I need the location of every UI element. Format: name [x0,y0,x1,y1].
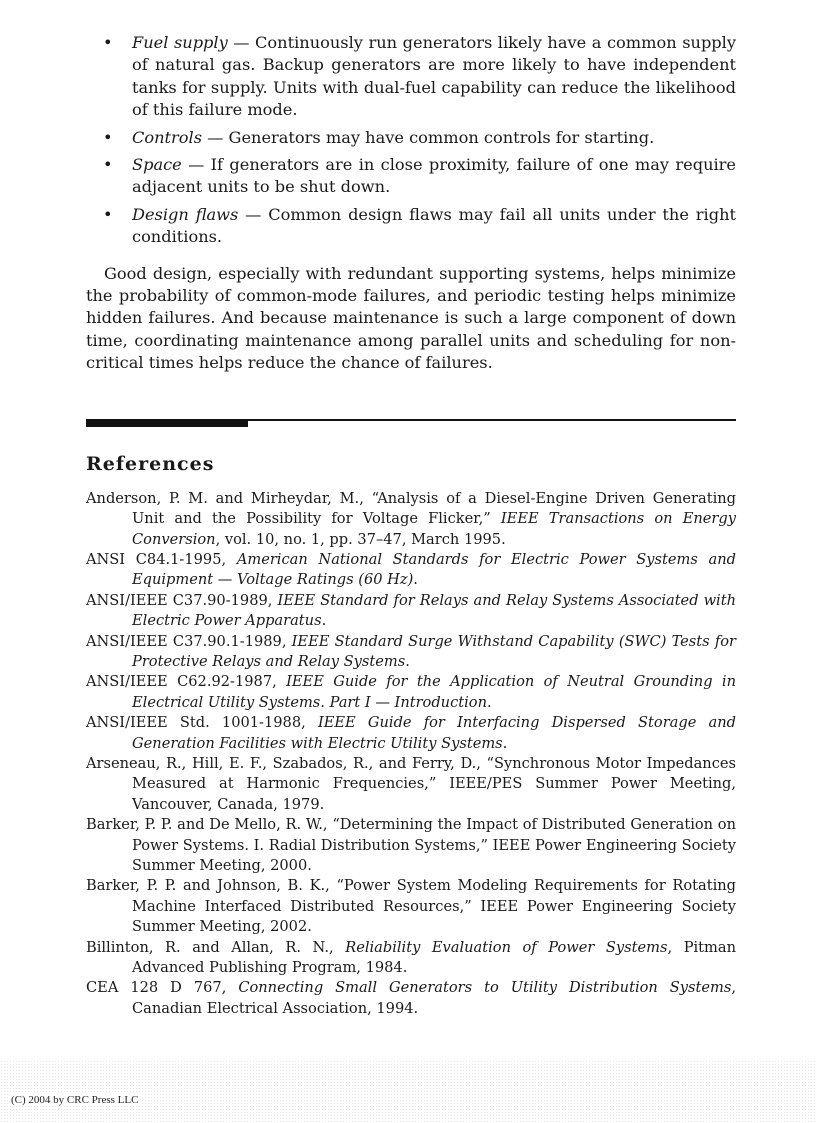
bullet-item: • Design flaws — Common design flaws may fail all units under the right conditions. [103,204,736,247]
reference-item: ANSI/IEEE C37.90.1-1989, IEEE Standard Surge Withstand Capability (SWC) Tests for Protective Relays and Relay Systems. [86,632,736,670]
copyright-notice: (C) 2004 by CRC Press LLC [11,1094,139,1106]
reference-item: ANSI/IEEE Std. 1001-1988, IEEE Guide for Interfacing Dispersed Storage and Generation Facilities with Electric Utility Systems. [86,714,736,752]
reference-item: Barker, P. P. and De Mello, R. W., “Determining the Impact of Distributed Generation on Power Systems. I. Radial Distribution Systems,” IEEE Power Engineering Society Summer Meeting, 2000. [86,816,736,874]
reference-item: ANSI C84.1-1995, American National Standards for Electric Power Systems and Equipment — Voltage Ratings (60 Hz). [86,550,736,589]
reference-item: ANSI/IEEE C37.90-1989, IEEE Standard for Relays and Relay Systems Associated with Electric Power Apparatus. [86,591,736,630]
bullet-item: • Space — If generators are in close proximity, failure of one may require adjacent units to be shut down. [103,155,736,197]
bullet-term: Space [132,155,182,175]
reference-item: Barker, P. P. and Johnson, B. K., “Power System Modeling Requirements for Rotating Machine Interfaced Distributed Resources,” IEEE Power Engineering Society Summer Meeting, 2002. [86,877,736,936]
bullet-text: — Continuously run generators likely have a common supply of natural gas. Backup generators are more likely to have independent tanks for supply. Units with dual-fuel capability can reduce the likelihood of this failure mode. [132,33,736,120]
references-heading: References [86,452,215,475]
reference-item: ANSI/IEEE C62.92-1987, IEEE Guide for the Application of Neutral Grounding in Electrical Utility Systems. Part I — Introduction. [86,673,736,711]
bullet-text: — Common design flaws may fail all units under the right conditions. [132,204,736,247]
bullet-text: — If generators are in close proximity, failure of one may require adjacent units to be shut down. [132,155,736,197]
bullet-term: Fuel supply [132,33,228,52]
bullet-text: — Generators may have common controls for starting. [202,127,655,147]
reference-item: Billinton, R. and Allan, R. N., Reliability Evaluation of Power Systems, Pitman Advanced Publishing Program, 1984. [86,938,736,977]
page-content [86,32,736,1019]
reference-item: Anderson, P. M. and Mirheydar, M., “Analysis of a Diesel-Engine Driven Generating Unit and the Possibility for Voltage Flicker,” IEEE Transactions on Energy Conversion, vol. 10, no. 1, pp. 37–47, March 1995. [86,489,736,548]
section-divider [86,419,736,427]
bullet-term: Controls [132,127,203,147]
reference-item: Arseneau, R., Hill, E. F., Szabados, R., and Ferry, D., “Synchronous Motor Impedances Measured at Harmonic Frequencies,” IEEE/PES Summer Power Meeting, Vancouver, Canada, 1979. [86,754,736,813]
bullet-item: • Fuel supply — Continuously run generators likely have a common supply of natural gas. Backup generators are more likely to have independent tanks for supply. Units with dual-fuel capability can reduce the likelihood of this failure mode. [103,33,736,120]
bullet-list [86,32,736,249]
bullet-term: Design flaws [132,204,239,224]
body-paragraph: Good design, especially with redundant supporting systems, helps minimize the probability of common-mode failures, and periodic testing helps minimize hidden failures. And because maintenance is such a large component of down time, coordinating maintenance among parallel units and scheduling for non-critical times helps reduce the chance of failures. [86,263,736,373]
reference-list [86,489,736,1020]
reference-item: CEA 128 D 767, Connecting Small Generators to Utility Distribution Systems, Canadian Electrical Association, 1994. [86,979,736,1017]
bullet-item: • Controls — Generators may have common controls for starting. [103,127,655,147]
page-footer [0,1060,816,1123]
